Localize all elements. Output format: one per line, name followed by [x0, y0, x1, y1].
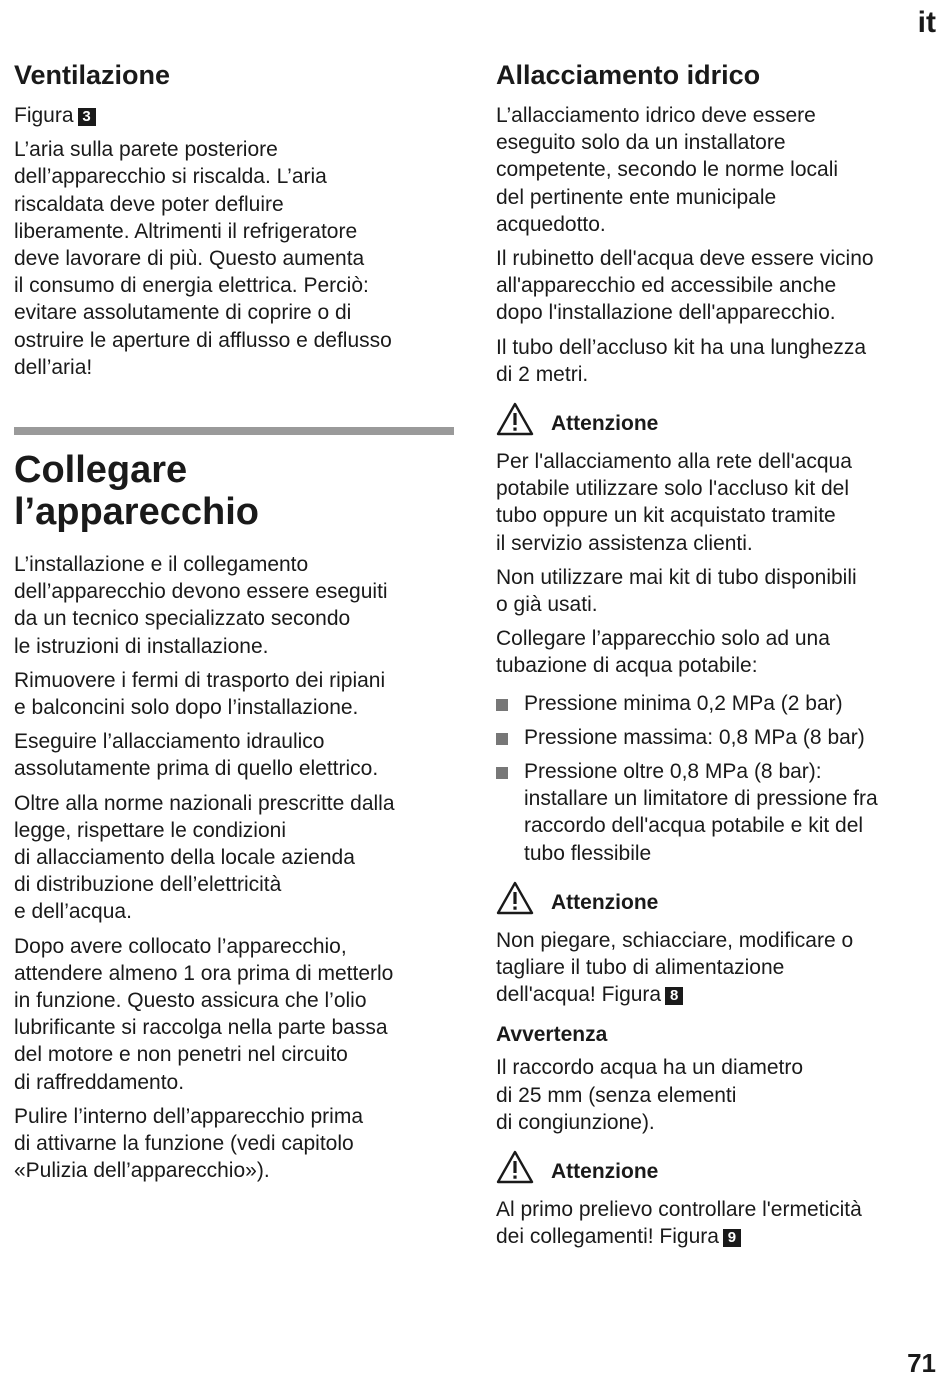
page-number: 71 — [907, 1348, 936, 1378]
warning-triangle-icon — [496, 402, 534, 436]
text-line: Non piegare, schiacciare, modificare o — [496, 928, 854, 952]
text-line: eseguito solo da un installatore — [496, 131, 786, 155]
warning-2-lines — [496, 927, 936, 981]
text-line: Collegare — [14, 449, 188, 492]
paragraph — [496, 245, 936, 327]
text-line: Rimuovere i fermi di trasporto dei ripiani — [14, 668, 386, 692]
text-line: riscaldata deve poter defluire — [14, 192, 284, 216]
warning-heading-2 — [496, 881, 936, 915]
text-line: Pressione minima 0,2 MPa (2 bar) — [524, 691, 843, 715]
text-line: legge, rispettare le condizioni — [14, 818, 286, 842]
text-line: o già usati. — [496, 593, 598, 617]
note-heading: Avvertenza — [496, 1023, 608, 1047]
warning-heading-1 — [496, 402, 936, 436]
text-line: il consumo di energia elettrica. Perciò: — [14, 274, 369, 298]
text-line: e balconcini solo dopo l’installazione. — [14, 696, 359, 720]
text-line: tagliare il tubo di alimentazione — [496, 956, 785, 980]
text-line: acquedotto. — [496, 212, 606, 236]
text-line: Eseguire l’allacciamento idraulico — [14, 730, 325, 754]
text-line: liberamente. Altrimenti il refrigeratore — [14, 219, 358, 243]
right-column — [496, 58, 936, 1258]
text-line: il servizio assistenza clienti. — [496, 531, 753, 555]
paragraph — [14, 551, 454, 660]
text-line: di allacciamento della locale azienda — [14, 846, 355, 870]
text-line: competente, secondo le norme locali — [496, 158, 839, 182]
text-line: dell’apparecchio si riscalda. L’aria — [14, 165, 327, 189]
text-line: Pressione massima: 0,8 MPa (8 bar) — [524, 725, 865, 749]
warning-2-text — [496, 927, 936, 1009]
text-line: dell’apparecchio devono essere eseguiti — [14, 580, 388, 604]
text-line: di attivarne la funzione (vedi capitolo — [14, 1132, 354, 1156]
text-line: «Pulizia dell’apparecchio»). — [14, 1159, 270, 1183]
text-line: Dopo avere collocato l’apparecchio, — [14, 934, 347, 958]
text-line: di 25 mm (senza elementi — [496, 1083, 737, 1107]
text-line: le istruzioni di installazione. — [14, 634, 269, 658]
allacciamento-body — [496, 102, 936, 388]
warning-2-last-line — [496, 981, 936, 1008]
collegare-body — [14, 551, 454, 1184]
text-line: Il raccordo acqua ha un diametro — [496, 1056, 804, 1080]
text-line: deve lavorare di più. Questo aumenta — [14, 247, 365, 271]
warning-3-text — [496, 1196, 936, 1250]
text-line: Al primo prelievo controllare l'ermeticità — [496, 1198, 862, 1222]
text-line: dopo l'installazione dell'apparecchio. — [496, 301, 836, 325]
text-line: da un tecnico specializzato secondo — [14, 607, 351, 631]
text-line: ostruire le aperture di afflusso e deflusso — [14, 328, 392, 352]
figure-number-badge: 9 — [723, 1229, 741, 1247]
section-divider — [14, 427, 454, 435]
text-line: L’installazione e il collegamento — [14, 553, 309, 577]
figure-reference — [14, 102, 454, 129]
paragraph — [14, 790, 454, 926]
text-line: e dell’acqua. — [14, 900, 132, 924]
text-line: L’aria sulla parete posteriore — [14, 138, 278, 162]
ventilazione-paragraph — [14, 136, 454, 381]
text-line: evitare assolutamente di coprire o di — [14, 301, 352, 325]
figure-label: dei collegamenti! Figura — [496, 1225, 719, 1249]
paragraph — [496, 625, 936, 679]
warning-3-last-line — [496, 1223, 936, 1250]
list-item — [496, 690, 936, 717]
paragraph — [496, 448, 936, 557]
text-line: installare un limitatore di pressione fra — [524, 787, 878, 811]
figure-label: Figura — [14, 104, 74, 127]
language-tag: it — [917, 6, 936, 39]
text-line: di 2 metri. — [496, 362, 589, 386]
text-line: del motore e non penetri nel circuito — [14, 1043, 348, 1067]
text-line: di raffreddamento. — [14, 1070, 185, 1094]
warning-triangle-icon — [496, 881, 534, 915]
paragraph — [14, 728, 454, 782]
pressure-list — [496, 690, 936, 867]
text-line: attendere almeno 1 ora prima di metterlo — [14, 961, 394, 985]
figure-number-badge: 3 — [78, 108, 96, 126]
text-line: assolutamente prima di quello elettrico. — [14, 757, 379, 781]
warning-triangle-icon — [496, 1150, 534, 1184]
text-line: raccordo dell'acqua potabile e kit del — [524, 814, 864, 838]
paragraph — [496, 334, 936, 388]
text-line: Oltre alla norme nazionali prescritte dalla — [14, 791, 395, 815]
figure-label: dell'acqua! Figura — [496, 983, 662, 1007]
warning-heading-3 — [496, 1150, 936, 1184]
text-line: di congiunzione). — [496, 1110, 655, 1134]
list-item — [496, 758, 936, 867]
text-line: Il tubo dell’accluso kit ha una lunghezza — [496, 335, 867, 359]
warning-1-body — [496, 448, 936, 680]
text-line: dell’aria! — [14, 355, 93, 379]
warning-label: Attenzione — [551, 412, 659, 436]
paragraph — [14, 667, 454, 721]
text-line: tubo flessibile — [524, 841, 652, 865]
text-line: Pulire l’interno dell’apparecchio prima — [14, 1104, 364, 1128]
warning-label: Attenzione — [551, 890, 659, 914]
text-line: Per l'allacciamento alla rete dell'acqua — [496, 450, 852, 474]
text-line: all'apparecchio ed accessibile anche — [496, 274, 837, 298]
text-line: tubazione di acqua potabile: — [496, 654, 758, 678]
text-line: l’apparecchio — [14, 491, 259, 534]
text-line: Collegare l’apparecchio solo ad una — [496, 627, 830, 651]
note-text — [496, 1054, 936, 1136]
text-line: L’allacciamento idrico deve essere — [496, 104, 816, 127]
text-line: del pertinente ente municipale — [496, 185, 777, 209]
section-title-allacciamento: Allacciamento idrico — [496, 60, 761, 90]
list-item — [496, 724, 936, 751]
paragraph — [496, 102, 936, 238]
warning-label: Attenzione — [551, 1160, 659, 1184]
section-title-ventilazione: Ventilazione — [14, 60, 171, 90]
paragraph — [14, 1103, 454, 1185]
figure-number-badge: 8 — [665, 987, 683, 1005]
text-line: Non utilizzare mai kit di tubo disponibili — [496, 565, 857, 589]
text-line: Il rubinetto dell'acqua deve essere vicino — [496, 247, 874, 271]
text-line: potabile utilizzare solo l'accluso kit del — [496, 477, 850, 501]
text-line: lubrificante si raccolga nella parte bassa — [14, 1016, 388, 1040]
paragraph — [14, 933, 454, 1096]
text-line: Pressione oltre 0,8 MPa (8 bar): — [524, 760, 822, 784]
text-line: di distribuzione dell’elettricità — [14, 873, 282, 897]
text-line: tubo oppure un kit acquistato tramite — [496, 504, 836, 528]
left-column — [14, 58, 454, 1192]
chapter-title — [14, 449, 454, 533]
text-line: in funzione. Questo assicura che l’olio — [14, 989, 367, 1013]
paragraph — [496, 564, 936, 618]
warning-3-lines — [496, 1196, 936, 1223]
